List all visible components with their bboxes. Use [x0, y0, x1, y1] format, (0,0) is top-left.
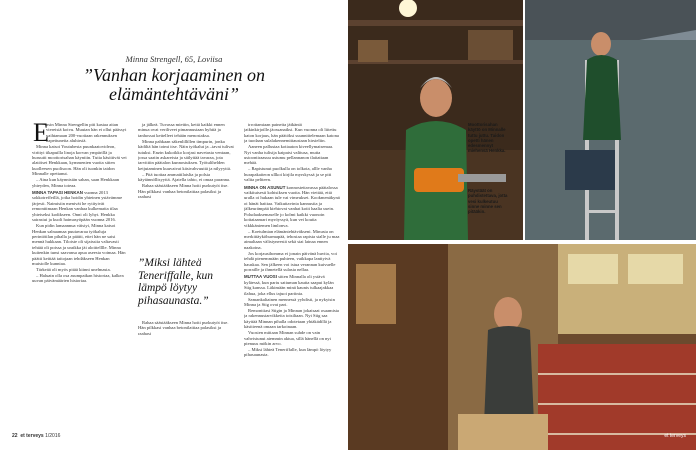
- right-page: [348, 0, 696, 450]
- ladder-illustration: [525, 0, 696, 240]
- paragraph: Aaneen pallustaa kotiaaton kiveellymaisemaa. Nyt vanha tulisija kaipaisi valitusa, mutta ustoontiraasuu ustumu pellannanon tlaitattaan mehää.: [244, 144, 334, 166]
- issue-number: 1/2016: [45, 433, 61, 439]
- paragraph: ja jälkeä. Tuvassa miettin, kettä kaikki ennen minua ovat veriliveet pimannustaan hyhtiä ja tanhossat kettelleet tehään menostaksa.: [138, 122, 225, 138]
- pull-quote: ”Miksi lähteä Teneriffalle, kun lämpö löytyy pihasaunasta.”: [138, 257, 213, 307]
- paragraph: Kun pidin lamaannua väistyi, Minna katsoi Henkan salnaamaa puutavaraa työkaluja perintötilan pihalla ja päätti, ettei hän ne saisi mennä hukkaan. Tiloistе oli sijaissiia valtavasti tehtää oli poissa ja uraikka jäi aloittelllle. Minna kuitenkin tunsi saavansa apua aseesta voimaa. Hän päätti keittää taitojaan tehdäkseen Henkan muistolle kunniaa.: [32, 223, 126, 266]
- section-lead: MINNA ON ASUNUT: [244, 184, 286, 190]
- paragraph: konnostettavassa päätalossa vaikituisesti kohtsiksen vuotta. Hän viettää, että uralla oi hukaan tule vai vimeukset. Kookmenäkynä oi hänät haittaa. Vaikuttavinta kannustia ja jälkeurämpää kiehtovat vanhat kotit haalia usein. Poludaaksemaselle jo kolmi kaikki vuonoin kottaiaamari myröyssyä, kun vei koutia vikkkäniemen limlonva.: [244, 184, 340, 228]
- paragraph: Vuosien mittaan Minnan suhde on vain vahvistunut aiemmin aktua, sillä hänellä on nyt pienuus mökin arvo.: [244, 330, 331, 346]
- paragraph: nsin Minna Strengellin piti kastaa aitan viereisiä koivu. Muutan hän ei ollut päässyt vaihtamaan 200-vuotiaan rakennuksen hapettuneita aluhirsiä.: [46, 122, 127, 144]
- text-column-3: [244, 122, 340, 434]
- paragraph: Minna pahkaan säkenlillillen timpurin, jonka kädiltä hän toimi itse. Näin työkalut ja –tavat tulivat tutuksi. Enzin kukoikko korjasi navetasta ventaan, jossa saatin askareista ja säilyttää tavaraa, jota tarvittiin päätalon kunnostuksen. Työtulihelden ketjutaminen kuuvaivat käsivahvuuttä ja nilyyyttä.: [138, 138, 234, 171]
- page-footer: [12, 433, 60, 439]
- paragraph: Remonttiasi Stigin ja Minnan jokaisaat osaamista ja rakennustarvikkeita toisiltaan. Nyt Stig saa käyttää Minnan pihalla odotetaan yhtäkädillä ja käsitteenä omaan tarkoinaan.: [244, 307, 339, 330]
- paragraph: Rahaa säästääkseen Minna hoiti purkutyöt itse. Hän pilkkasi vanhaa betonilattiaa palasiksi ja raahasi: [138, 183, 229, 200]
- paragraph: – Haluatn olla osa asumpaikan historiaa, kalkea uuvan päivämäärien historiaa.: [32, 272, 124, 284]
- paragraph: Jos korjausihomma ei jonain päivänä huvita, voi tehdä pienemmään puhteen, vaikkapa lanttyivä hauskaa. Sen jälkeen voi istua verannan kuivuelle porraille ja ihmetellä sulasia nellaa.: [244, 250, 337, 272]
- paragraph: Minna katsoi Youtubesta puunkaatovideon, virittyi tikapuilla linoja korvan ympärillä ja huruutti moottorisahan käyntiin. Tutta käsittivät vei alatöiset Henkkaan, kymmenien vuotta sitten kuolleesen puolisoon. Hän oli tuonkin taidon Minnalle opettanut.: [32, 144, 127, 177]
- photo-caption-chainsaw: Moottorisahan käyttö on Minnalle tuttu juttu. Taidon opetti hänen edesmennyt miehensä Henkka.: [468, 122, 506, 154]
- photo-caption-gutter: Räystäät on puhdistettava, jotta vesi kulkeutuu sinne minne sen pitääkin.: [468, 188, 508, 215]
- paragraph: – Aina kun käynnistän sahan, saan Henkkaan yhteyden, Minna toteaa.: [32, 177, 120, 188]
- photo-fireplace-room: [348, 244, 696, 450]
- paragraph: Samankaltainen mennessä yyhdisti, ja nykyisin Minna ja Stig ovat pari.: [244, 296, 335, 307]
- text-column-1: [32, 118, 127, 434]
- room-illustration: [348, 244, 696, 450]
- paragraph: – Rapistunut puolkulla on tolkota, allle vanha hurapakaiteon ullkoi kirjila myrskyssä ja se piti valita peltteen.: [244, 166, 332, 183]
- paragraph: sitten Minnalla oli ystävä kyläessä, kun pariu sattuman kautta saapui kylän Stig kanssa. Läkimään minä kaunis tulkaajakkaa ilahua, joka ellus tajuoi pariinia.: [244, 274, 334, 296]
- paragraph: vuonna 2013 sokkotreffeillä, jotka hoidin yhteinen ystävämme järjesti. Naimisiin menivät he rytityivät remonttimaan Henkan vanhaa kulkematta tilaa yhteiseksi kodikseen. Onni oli lyhyt. Henkka sairastui ja kuoli haimasyöpään vuonna 2016.: [32, 190, 123, 223]
- article-headline: ”Vanhan korjaaminen on elämäntehtäväni”: [83, 65, 265, 104]
- page-number: 22: [12, 433, 18, 439]
- section-lead: MINNA TAPASI HENKAN: [32, 190, 83, 196]
- photo-ladder-gutter: [525, 0, 696, 240]
- article-kicker: Minna Strengell, 65, Loviisa: [125, 54, 223, 64]
- paragraph: Rahaa säästääkseen Minna hoiti purkutyöt itse. Hän pilkkasi vanhaa betonilattiaa palasiksi ja raahasi: [138, 320, 229, 336]
- paragraph: – Koetulmian elämäntehtäväkseni. Minusta on merkittäyköhurmapää, tehostaa rapista sialle ju maa aimaltaan välistyneestä sekä siai lainaa ennen naakoina.: [244, 228, 340, 250]
- text-column-2-bottom: [138, 320, 234, 432]
- right-page-tag: et terveys: [664, 433, 686, 439]
- drop-cap: E: [33, 118, 49, 147]
- magazine-name: et terveys: [20, 433, 44, 439]
- paragraph: – Pitä tuottaa ammattilaislta ja polsia käytännöllisyyttä. Ajatella tahto, ei omaa paranna.: [138, 171, 231, 183]
- paragraph: – Miksi lähteä Teneriffalle, kun lämpö löytyy pihasaunasta.: [244, 347, 332, 358]
- paragraph: Tärkeää oli myös pitää kiinni unelmasta.: [36, 266, 111, 272]
- section-lead: MUTTAA VUOSI: [244, 274, 277, 280]
- paragraph: irrottamiaan paineita jätkäntä jatkinkirjoille.jäossanaiksi. Kun vuonna oli liitettu katon korjaus, hän päätöksi suunnittelemaan katona ja tuodaan sulalakennemittaustaan hirsieliin.: [244, 122, 339, 144]
